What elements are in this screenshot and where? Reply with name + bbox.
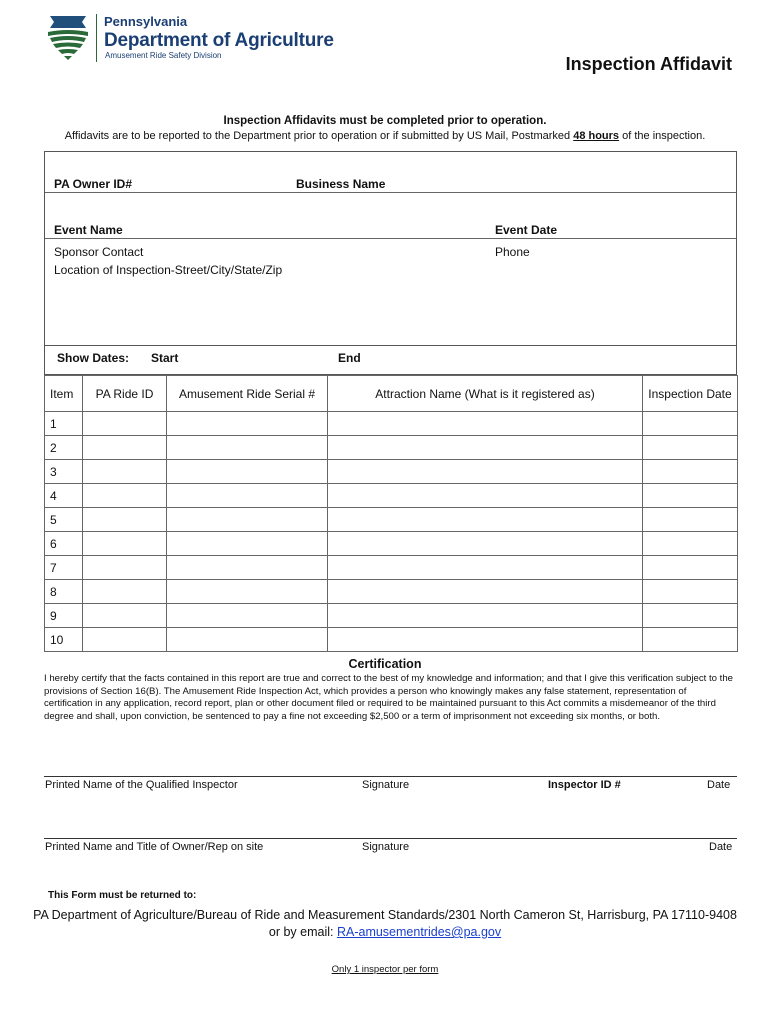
table-row [45, 628, 738, 652]
inspection-date-cell[interactable] [643, 508, 738, 532]
owner-id-label: PA Owner ID# [54, 177, 133, 191]
logo-divider [96, 14, 97, 62]
inspector-id-label: Inspector ID # [548, 779, 621, 791]
serial-cell[interactable] [167, 532, 328, 556]
inspector-signature-label: Signature [362, 779, 410, 791]
signature-line-owner[interactable] [44, 838, 737, 839]
attraction-name-cell[interactable] [328, 556, 643, 580]
table-row [45, 484, 738, 508]
attraction-name-cell[interactable] [328, 508, 643, 532]
location-label: Location of Inspection-Street/City/State/Zip [54, 263, 283, 277]
event-date-label: Event Date [495, 223, 558, 237]
table-row [45, 580, 738, 604]
owner-signature-label: Signature [362, 841, 410, 853]
column-header-item: Item [45, 376, 83, 412]
table-row [45, 460, 738, 484]
notice-deadline: 48 hours [573, 130, 620, 142]
attraction-name-cell[interactable] [328, 604, 643, 628]
event-name-label: Event Name [54, 223, 123, 237]
notice-line-1: Inspection Affidavits must be completed prior to operation. [223, 115, 547, 127]
serial-cell[interactable] [167, 412, 328, 436]
inspection-date-cell[interactable] [643, 628, 738, 652]
signature-line-inspector[interactable] [44, 776, 737, 777]
end-date-label: End [338, 351, 361, 365]
table-row [45, 436, 738, 460]
table-row [45, 532, 738, 556]
serial-cell[interactable] [167, 460, 328, 484]
mailing-address: PA Department of Agriculture/Bureau of Ride and Measurement Standards/2301 North Cameron St, Harrisburg, PA 17110-9408 [33, 908, 737, 922]
row-number: 6 [45, 532, 83, 556]
attraction-name-cell[interactable] [328, 580, 643, 604]
serial-cell[interactable] [167, 484, 328, 508]
ride-id-cell[interactable] [83, 532, 167, 556]
column-header-inspection-date: Inspection Date [643, 376, 738, 412]
business-name-label: Business Name [296, 177, 386, 191]
table-row [45, 604, 738, 628]
document-title: Inspection Affidavit [565, 54, 732, 74]
ride-id-cell[interactable] [83, 412, 167, 436]
ride-id-cell[interactable] [83, 484, 167, 508]
org-state-name: Pennsylvania [104, 14, 188, 29]
ride-id-cell[interactable] [83, 604, 167, 628]
inspection-date-cell[interactable] [643, 604, 738, 628]
column-header-ride-id: PA Ride ID [83, 376, 167, 412]
row-number: 4 [45, 484, 83, 508]
ride-id-cell[interactable] [83, 436, 167, 460]
divider [45, 192, 736, 193]
column-header-attraction-name: Attraction Name (What is it registered as) [328, 376, 643, 412]
org-division-name: Amusement Ride Safety Division [105, 51, 222, 60]
rides-table [44, 375, 738, 652]
row-number: 1 [45, 412, 83, 436]
table-row [45, 508, 738, 532]
serial-cell[interactable] [167, 604, 328, 628]
row-number: 5 [45, 508, 83, 532]
inspection-date-cell[interactable] [643, 412, 738, 436]
inspector-limit-note: Only 1 inspector per form [331, 964, 439, 975]
table-header-row [45, 376, 738, 412]
inspection-date-cell[interactable] [643, 436, 738, 460]
email-link[interactable]: RA-amusementrides@pa.gov [336, 925, 502, 939]
ride-id-cell[interactable] [83, 580, 167, 604]
sponsor-contact-label: Sponsor Contact [54, 245, 144, 259]
row-number: 8 [45, 580, 83, 604]
owner-event-info-box [44, 151, 737, 346]
keystone-logo-icon [46, 14, 90, 60]
inspector-date-label: Date [707, 779, 731, 791]
ride-id-cell[interactable] [83, 628, 167, 652]
show-dates-row [44, 346, 737, 375]
attraction-name-cell[interactable] [328, 436, 643, 460]
phone-label: Phone [495, 245, 530, 259]
inspection-date-cell[interactable] [643, 556, 738, 580]
inspection-date-cell[interactable] [643, 460, 738, 484]
notice-text-after: of the inspection. [619, 130, 706, 142]
inspection-date-cell[interactable] [643, 532, 738, 556]
return-instructions-label: This Form must be returned to: [48, 890, 197, 901]
serial-cell[interactable] [167, 508, 328, 532]
table-row [45, 412, 738, 436]
attraction-name-cell[interactable] [328, 460, 643, 484]
owner-date-label: Date [709, 841, 733, 853]
start-date-label: Start [151, 351, 179, 365]
notice-text-before: Affidavits are to be reported to the Department prior to operation or if submitted by US Mail, Postmarked [64, 130, 574, 142]
serial-cell[interactable] [167, 628, 328, 652]
show-dates-label: Show Dates: [57, 351, 130, 365]
inspection-date-cell[interactable] [643, 484, 738, 508]
row-number: 7 [45, 556, 83, 580]
column-header-serial: Amusement Ride Serial # [167, 376, 328, 412]
ride-id-cell[interactable] [83, 508, 167, 532]
certification-title: Certification [348, 657, 422, 671]
attraction-name-cell[interactable] [328, 484, 643, 508]
attraction-name-cell[interactable] [328, 628, 643, 652]
ride-id-cell[interactable] [83, 556, 167, 580]
inspection-date-cell[interactable] [643, 580, 738, 604]
row-number: 3 [45, 460, 83, 484]
row-number: 9 [45, 604, 83, 628]
email-prefix: or by email: [268, 925, 337, 939]
org-department-name: Department of Agriculture [104, 30, 334, 51]
row-number: 2 [45, 436, 83, 460]
inspector-name-label: Printed Name of the Qualified Inspector [45, 779, 238, 791]
email-line [0, 925, 770, 939]
serial-cell[interactable] [167, 436, 328, 460]
ride-id-cell[interactable] [83, 460, 167, 484]
notice-line-2 [0, 130, 770, 142]
owner-name-label: Printed Name and Title of Owner/Rep on site [45, 841, 264, 853]
attraction-name-cell[interactable] [328, 532, 643, 556]
divider [45, 238, 736, 239]
serial-cell[interactable] [167, 580, 328, 604]
table-row [45, 556, 738, 580]
row-number: 10 [45, 628, 83, 652]
certification-text: I hereby certify that the facts contained in this report are true and correct to the best of my knowledge and information; and that I give this verification subject to the provisions of Section 16(B). The Amusement Ride Inspection Act, which provides a person who knowingly makes any false statement, representation of certification in any application, record report, plan or other document filed or required to be maintained pursuant to this Act commits a misdemeanor of the third degree and shall, upon conviction, be sentenced to pay a fine not exceeding $2,500 or a term of imprisonment not exceeding six months, or both. [44, 673, 733, 722]
serial-cell[interactable] [167, 556, 328, 580]
attraction-name-cell[interactable] [328, 412, 643, 436]
